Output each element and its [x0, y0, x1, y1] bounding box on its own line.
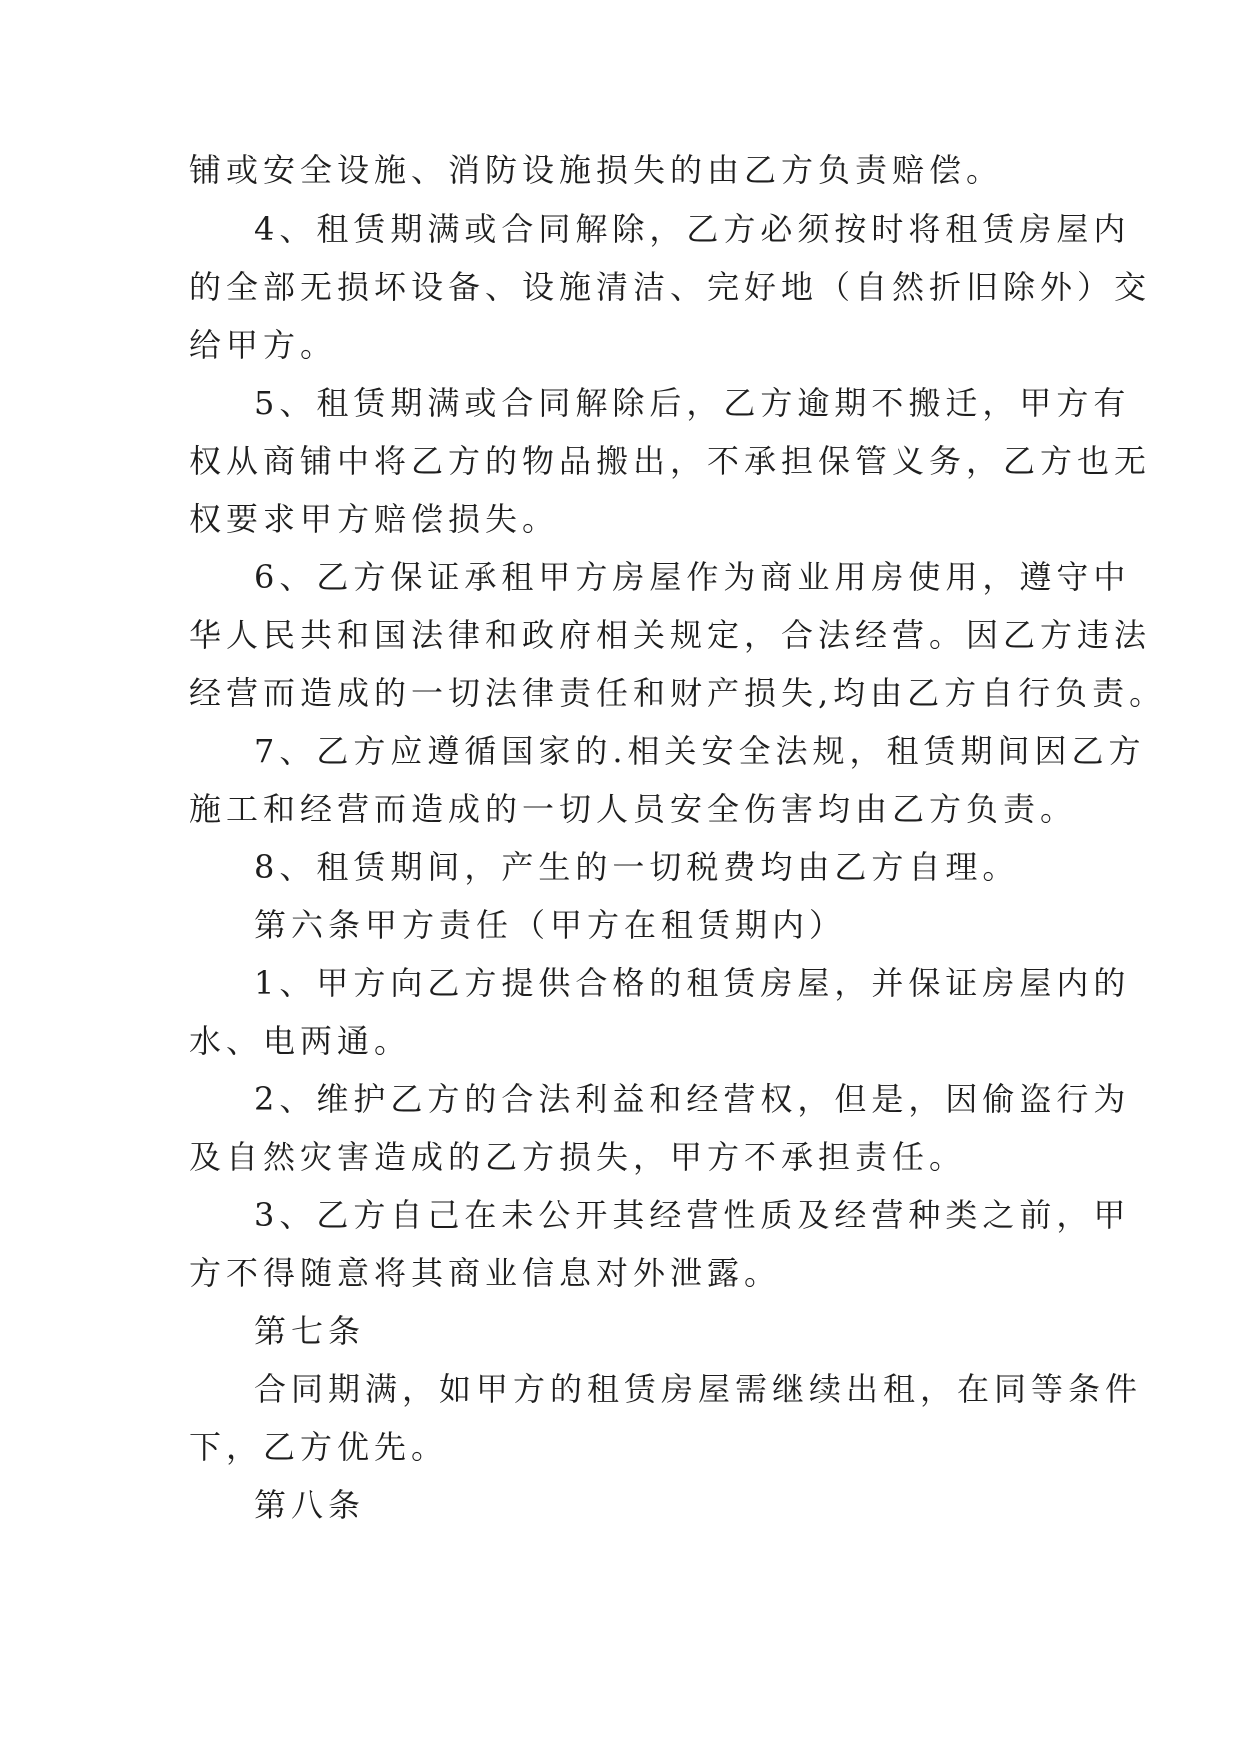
- text-line: 合同期满，如甲方的租赁房屋需继续出租，在同等条件: [254, 1370, 1143, 1408]
- text-line: 第六条甲方责任（甲方在租赁期内）: [254, 906, 847, 944]
- text-line: 及自然灾害造成的乙方损失，甲方不承担责任。: [189, 1138, 967, 1176]
- text-line: 华人民共和国法律和政府相关规定，合法经营。因乙方违法: [189, 616, 1152, 654]
- text-line: 施工和经营而造成的一切人员安全伤害均由乙方负责。: [189, 790, 1078, 828]
- text-line: 权从商铺中将乙方的物品搬出，不承担保管义务，乙方也无: [189, 442, 1152, 480]
- text-line: 下，乙方优先。: [189, 1428, 449, 1466]
- text-line: 的全部无损坏设备、设施清洁、完好地（自然折旧除外）交: [189, 268, 1152, 306]
- text-line: 5、租赁期满或合同解除后，乙方逾期不搬迁，甲方有: [254, 384, 1131, 422]
- text-line: 8、租赁期间，产生的一切税费均由乙方自理。: [254, 848, 1020, 886]
- text-line: 3、乙方自己在未公开其经营性质及经营种类之前，甲: [254, 1196, 1131, 1234]
- text-line: 2、维护乙方的合法利益和经营权，但是，因偷盗行为: [254, 1080, 1131, 1118]
- text-line: 经营而造成的一切法律责任和财产损失,均由乙方自行负责。: [189, 674, 1167, 712]
- text-line: 给甲方。: [189, 326, 338, 364]
- text-line: 方不得随意将其商业信息对外泄露。: [189, 1254, 782, 1292]
- text-line: 1、甲方向乙方提供合格的租赁房屋，并保证房屋内的: [254, 964, 1131, 1002]
- text-line: 第七条: [254, 1312, 366, 1350]
- text-line: 第八条: [254, 1486, 366, 1524]
- text-line: 权要求甲方赔偿损失。: [189, 500, 560, 538]
- text-line: 4、租赁期满或合同解除，乙方必须按时将租赁房屋内: [254, 210, 1131, 248]
- text-line: 7、乙方应遵循国家的.相关安全法规，租赁期间因乙方: [254, 732, 1146, 770]
- text-line: 水、电两通。: [189, 1022, 412, 1060]
- text-line: 6、乙方保证承租甲方房屋作为商业用房使用，遵守中: [254, 558, 1131, 596]
- text-line: 铺或安全设施、消防设施损失的由乙方负责赔偿。: [189, 151, 1004, 189]
